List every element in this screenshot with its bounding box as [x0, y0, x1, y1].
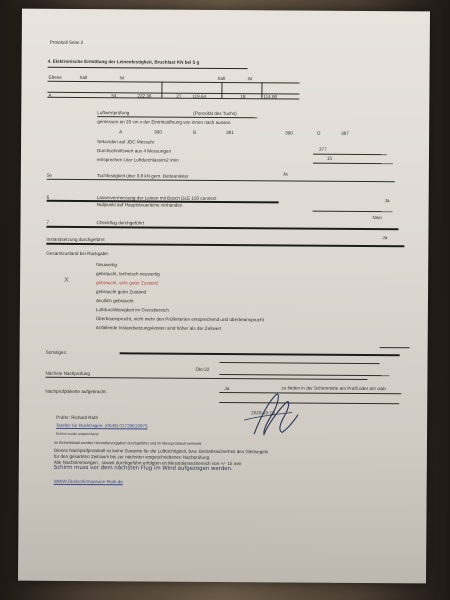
measure-value: 381 — [226, 130, 234, 136]
section-7-value: Nein — [372, 215, 383, 221]
rule — [46, 226, 398, 230]
rule — [219, 374, 389, 376]
footer-line-3: für den gesamten Zeitraum bis zur nächsten vorgeschriebenen Nachprüfung — [53, 453, 210, 460]
rule — [46, 243, 404, 247]
condition-option: Überbeansprucht, nicht mehr den Prüfkriterien entsprechend und überbeansprucht — [95, 316, 264, 323]
table-header-soll: Soll — [79, 74, 88, 81]
footer-line-1: im Einheitsblatt werden Herstellervorgaben durchgeführt und im Messprotokoll vermerkt — [53, 440, 202, 446]
permeability-value: 15 — [326, 155, 333, 161]
condition-option: Luftdurchlässigkeit im Grenzbereich — [95, 307, 169, 313]
table-header-ebene: Ebene — [48, 74, 62, 80]
section-6-num: 6 — [46, 194, 50, 200]
table-cell: 27 — [176, 93, 182, 99]
table-cell: 114,86 — [263, 94, 278, 100]
sticker-note: zu finden in der Schirmmitte am Profil oder am stab — [281, 385, 386, 392]
rule — [313, 211, 393, 213]
selected-mark: X — [64, 276, 69, 284]
next-check-label: Nächste Nachprüfung — [45, 370, 90, 377]
next-check-value: Okt-22 — [195, 366, 210, 372]
table-cell: 119,64 — [192, 93, 207, 99]
measure-value: 300 — [154, 129, 162, 135]
sonstiges-label: Sonstiges: — [45, 349, 68, 355]
table-col-rule — [261, 82, 262, 98]
footer-line-2: Dieses Nachprüfprotokoll ist keine Garantie für die Lufttüchtigkeit, bzw. Betriebssicherheit des Gleitsegels — [53, 447, 269, 455]
table-header-ist-2: Ist — [247, 76, 253, 82]
section-5-num: 5e — [46, 172, 52, 178]
section-5-label: Tuchfestigkeit über 0,8 kN gem. Betteanleiter — [96, 173, 189, 179]
condition-option: gebraucht guter Zustand — [96, 289, 147, 295]
condition-option: gebraucht, technisch neuwertig — [96, 271, 160, 277]
average-label: Durchschnittswert aus 4 Messungen — [96, 148, 172, 154]
seconds-label: Sekunden auf JDC Messuhr — [97, 139, 155, 145]
rule — [48, 67, 248, 69]
permeability-label: entsprechen Liter Luftdurchlass/m2 /min — [96, 157, 179, 163]
section-7-label: Checkflug durchgeführt — [96, 220, 145, 226]
rule — [220, 362, 380, 364]
examiner-phone: Telefon für Rückfragen: (0049) 01729619975 — [56, 422, 148, 429]
table-cell: A — [48, 92, 52, 98]
page-label: Protokoll Seite 2 — [49, 39, 84, 46]
luftwert-note: (Porosität des Tuchs) — [193, 110, 237, 117]
table-cell: 222,36 — [137, 93, 152, 99]
table-header-soll-2: Soll — [217, 75, 226, 82]
section-6-label: Lasservermessung der Leinen mit Bosch DLE 150 connect — [96, 195, 217, 201]
measured-text: gemessen an 20 cm x der Eintrittsöffnung von innen nach aussen — [97, 119, 231, 126]
small-note: Schirm wurde entsprechend — [56, 431, 99, 437]
measure-value: D — [317, 130, 321, 136]
rule — [313, 154, 387, 156]
table-col-rule — [221, 82, 222, 98]
measure-value: A — [119, 129, 123, 135]
average-value: 377 — [319, 146, 327, 152]
measure-value: 390 — [285, 130, 293, 136]
sticker-value: Ja — [224, 386, 230, 392]
measure-value: B — [193, 129, 197, 135]
sticker-label: Nachprüfplakette aufgebracht: — [45, 388, 107, 395]
table-cell: 54 — [111, 93, 117, 99]
section-8-label: Instandsetzung durchgeführt — [46, 236, 105, 243]
rule — [47, 179, 395, 182]
section-6-value: Ja — [384, 198, 390, 204]
rule — [120, 352, 400, 356]
section-4-title: 4. Elektronische Ermittlung der Leinenfestigkeit, Bruchlast KN bei 5 g — [47, 58, 200, 65]
examiner-name: Prüfer: Richard Roth — [56, 414, 99, 421]
protocol-page — [18, 9, 430, 584]
overall-title: Gesamtzustand bei Rückgabe: — [46, 250, 110, 257]
table-header-ist: Ist — [119, 75, 125, 81]
table-col-rule — [161, 82, 162, 98]
condition-option: Neuwertig — [96, 262, 117, 268]
section-8-value: Ja — [382, 235, 388, 241]
signature-date: 2020-10-19 — [251, 410, 275, 416]
section-7-num: 7 — [46, 219, 50, 225]
website-link[interactable]: WWW.Gleitschirmservice-Roth.de — [53, 478, 123, 485]
rule — [380, 347, 410, 348]
table-cell: 18 — [240, 94, 246, 100]
section-5-value: Ja — [282, 171, 288, 177]
condition-option: deutlich gebraucht — [95, 298, 134, 304]
handwritten-note: Schirm muss vor dem nächsten Flug im Wind aufgezogen werden. — [53, 464, 233, 473]
rule — [97, 116, 257, 118]
rule — [313, 163, 393, 165]
luftwert-label: Luftwertprüfung — [97, 110, 130, 116]
condition-option-selected: gebraucht, sehr guter Zustand — [96, 280, 158, 286]
measure-value: 387 — [341, 130, 349, 136]
condition-option: Anfallende Instandsetzungskosten sind höher als der Zeitwert — [95, 325, 222, 331]
footer-line-4: Alle Nachtrimmungen , soweit durchgeführt erfolgten im Messtoleranzbereich von +/- 15 mm — [53, 459, 242, 467]
section-6-sub: Nullpunkt auf Hauptsteuerleine vorhanden — [96, 202, 183, 208]
rule — [45, 377, 367, 380]
